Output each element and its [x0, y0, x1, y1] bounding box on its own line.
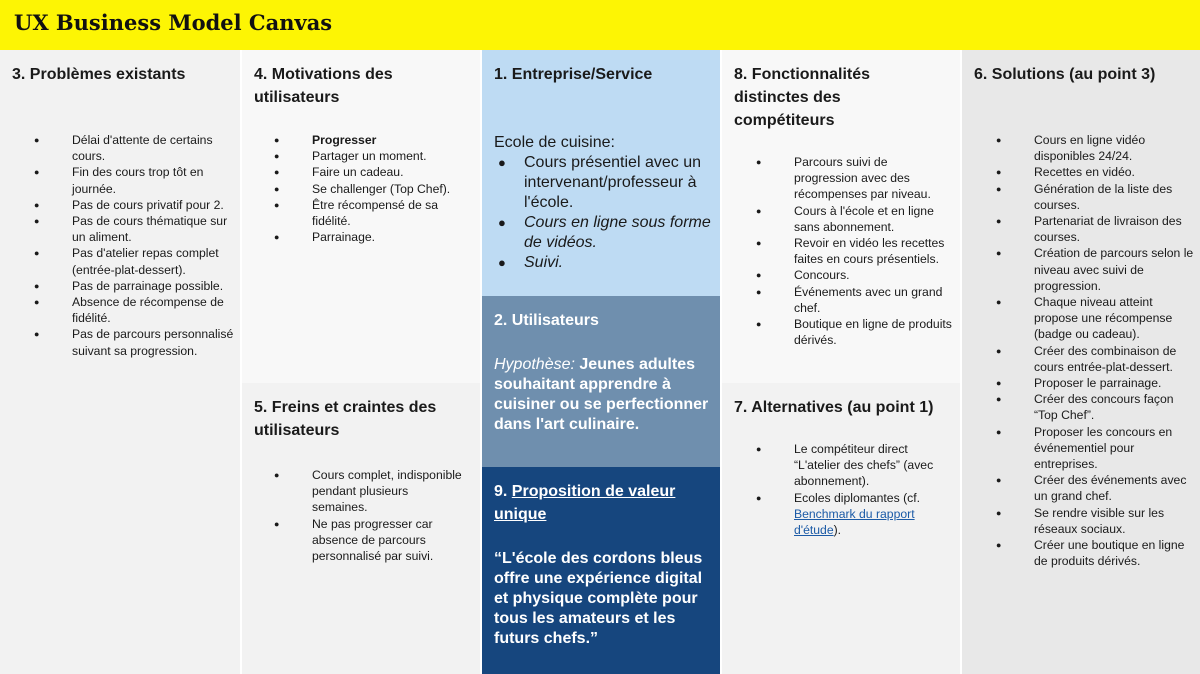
list-item: ● Chaque niveau atteint propose une récompense (badge ou cadeau).	[1034, 294, 1194, 343]
alternatives-item2-suffix: ).	[833, 523, 842, 538]
list-item: ● Pas d'atelier repas complet (entrée-plat-dessert).	[72, 245, 234, 277]
utilisateurs-hypothese	[494, 355, 716, 435]
section-utilisateurs	[480, 296, 720, 467]
list-item: ● Ne pas progresser car absence de parcours personnalisé par suivi.	[312, 516, 462, 565]
list-item: ● Suivi.	[494, 253, 716, 273]
section-alternatives	[720, 383, 960, 674]
list-item: ● Parrainage.	[312, 229, 472, 245]
list-item: ● Pas de parrainage possible.	[72, 278, 234, 294]
list-item: ● Cours en ligne vidéo disponibles 24/24.	[1034, 132, 1194, 164]
list-item: ● Créer une boutique en ligne de produits dérivés.	[1034, 537, 1194, 569]
list-item: ● Se challenger (Top Chef).	[312, 181, 472, 197]
motivations-list	[312, 132, 472, 245]
list-item: ● Cours en ligne sous forme de vidéos.	[494, 213, 716, 253]
section-fonctionnalites	[720, 50, 960, 383]
entreprise-list	[494, 153, 716, 273]
section-proposition	[480, 467, 720, 674]
section-title-alternatives: 7. Alternatives (au point 1)	[734, 399, 934, 416]
list-item: ● Boutique en ligne de produits dérivés.	[794, 316, 954, 348]
list-item: ● Partager un moment.	[312, 148, 472, 164]
entreprise-intro: Ecole de cuisine:	[494, 134, 615, 151]
proposition-quote: “L'école des cordons bleus offre une expérience digital et physique complète pour tous les amateurs et les futurs chefs.”	[494, 550, 703, 647]
list-item: ● Génération de la liste des courses.	[1034, 181, 1194, 213]
section-title-utilisateurs: 2. Utilisateurs	[494, 312, 599, 329]
proposition-number: 9.	[494, 483, 508, 500]
list-item: ● Pas de cours thématique sur un aliment.	[72, 213, 234, 245]
solutions-list	[1034, 132, 1194, 569]
list-item: ● Créer des combinaison de cours entrée-plat-dessert.	[1034, 343, 1194, 375]
list-item: ● Délai d'attente de certains cours.	[72, 132, 234, 164]
list-item: ● Pas de parcours personnalisé suivant sa progression.	[72, 326, 234, 358]
list-item: ● Fin des cours trop tôt en journée.	[72, 164, 234, 196]
header-bar	[0, 0, 1200, 50]
section-motivations	[240, 50, 480, 383]
list-item	[794, 490, 954, 539]
list-item: ● Progresser	[312, 132, 472, 148]
list-item: ● Création de parcours selon le niveau avec suivi de progression.	[1034, 245, 1194, 294]
list-item: ● Pas de cours privatif pour 2.	[72, 197, 234, 213]
section-title-solutions: 6. Solutions (au point 3)	[974, 66, 1156, 83]
list-item: ● Événements avec un grand chef.	[794, 284, 954, 316]
list-item: ● Cours complet, indisponible pendant plusieurs semaines.	[312, 467, 462, 516]
section-freins	[240, 383, 480, 674]
list-item: ● Se rendre visible sur les réseaux sociaux.	[1034, 505, 1194, 537]
freins-list	[312, 467, 462, 564]
section-title-fonctionnalites: 8. Fonctionnalités distinctes des compétiteurs	[734, 66, 871, 129]
page-title: UX Business Model Canvas	[14, 10, 333, 35]
section-title-entreprise: 1. Entreprise/Service	[494, 66, 653, 83]
section-title-proposition	[494, 480, 716, 526]
list-item: ● Partenariat de livraison des courses.	[1034, 213, 1194, 245]
section-solutions	[960, 50, 1200, 674]
list-item: ● Faire un cadeau.	[312, 164, 472, 180]
benchmark-link[interactable]: Benchmark du rapport d'étude	[794, 506, 915, 538]
section-entreprise	[480, 50, 720, 296]
list-item: ● Revoir en vidéo les recettes faites en cours présentiels.	[794, 235, 954, 267]
section-title-motivations: 4. Motivations des utilisateurs	[254, 66, 393, 106]
alternatives-list	[794, 441, 954, 538]
fonctionnalites-list	[794, 154, 954, 348]
proposition-title: Proposition de valeur unique	[494, 483, 676, 523]
list-item: ● Cours à l'école et en ligne sans abonnement.	[794, 203, 954, 235]
list-item: ● Le compétiteur direct “L'atelier des chefs” (avec abonnement).	[794, 441, 954, 490]
section-problemes	[0, 50, 240, 674]
alternatives-item2-prefix: Ecoles diplomantes (cf.	[794, 490, 920, 505]
list-item: ● Créer des événements avec un grand chef.	[1034, 472, 1194, 504]
problemes-list	[72, 132, 234, 359]
list-item: ● Absence de récompense de fidélité.	[72, 294, 234, 326]
list-item: ● Recettes en vidéo.	[1034, 164, 1194, 180]
list-item: ● Parcours suivi de progression avec des récompenses par niveau.	[794, 154, 954, 203]
list-item: ● Proposer le parrainage.	[1034, 375, 1194, 391]
list-item: ● Créer des concours façon “Top Chef”.	[1034, 391, 1194, 423]
section-title-freins: 5. Freins et craintes des utilisateurs	[254, 399, 437, 439]
list-item: ● Proposer les concours en événementiel pour entreprises.	[1034, 424, 1194, 473]
section-title-problemes: 3. Problèmes existants	[12, 66, 186, 83]
hypothese-label: Hypothèse:	[494, 356, 575, 373]
hypothese-text: Jeunes adultes souhaitant apprendre à cuisiner ou se perfectionner dans l'art culinaire.	[494, 356, 709, 433]
list-item: ● Être récompensé de sa fidélité.	[312, 197, 472, 229]
list-item: ● Cours présentiel avec un intervenant/professeur à l'école.	[494, 153, 716, 213]
list-item: ● Concours.	[794, 267, 954, 283]
